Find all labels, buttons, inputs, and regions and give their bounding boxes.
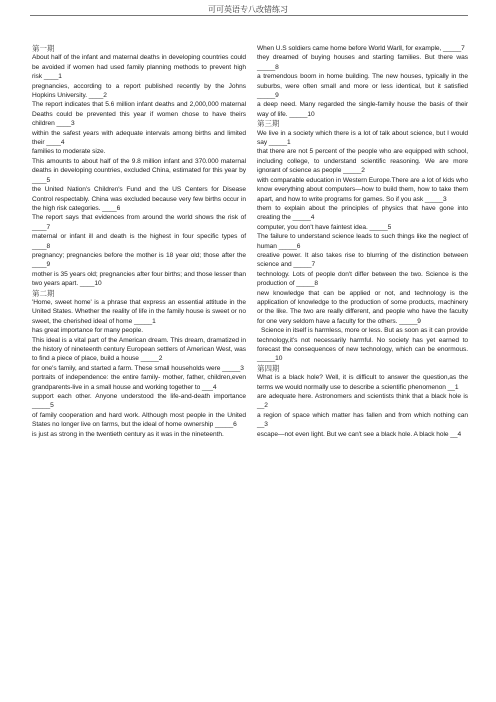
header-rule: [30, 15, 468, 16]
page-header: 可可英语专八改错练习: [208, 5, 288, 14]
text-line: maternal or infant ill and death is the highest in four specific types of ____8: [32, 233, 246, 250]
section-title-2: 第二期: [32, 288, 55, 298]
section-title-3: 第三期: [257, 119, 280, 129]
text-line: What is a black hole? Well, it is difficult to answer the question,as the terms we would normally use to describe a scientific phenomenon __1: [257, 374, 468, 391]
text-line: of family cooperation and hard work. Although most people in the United States no longer live on farms, but the ideal of home ownership _____6: [32, 411, 246, 429]
text-line: This amounts to about half of the 9.8 million infant and 370.000 maternal deaths in developing countries, excluded China, estimated for this year by ____5: [32, 157, 246, 184]
text-line: mother is 35 years old; pregnancies after four births; and those lesser than two years apart. ____10: [32, 270, 246, 288]
text-line: pregnancies, according to a report published recently by the Johns Hopkins University. ____2: [32, 82, 246, 100]
text-line: Science in itself is harmless, more or less. But as soon as it can provide technology,it's not necessarily harmful. No society has yet earned to forecast the consequences of new technology, which can be enormous. _____10: [257, 327, 468, 363]
text-line: are adequate here. Astronomers and scientists think that a black hole is __2: [257, 393, 468, 410]
text-line: has great importance for many people.: [32, 327, 144, 335]
text-line: portraits of independence: the entire family- mother, father, children,even grandparents-live in a small house and working together to ___4: [32, 374, 246, 391]
text-line: that there are not 5 percent of the people who are equipped with school, including college, to understand scientific reasoning. We are more ignorant of science as people _____2: [257, 148, 468, 175]
text-line: We live in a society which there is a lot of talk about science, but I would say _____1: [257, 129, 468, 147]
right-column: [257, 44, 468, 439]
text-line: When U.S soldiers came home before World WarⅡ, for example, _____7: [257, 45, 465, 52]
left-column: [32, 44, 246, 439]
text-line: for one's family, and started a farm. These small households were _____3: [32, 364, 244, 372]
text-line: About half of the infant and maternal deaths in developing countries could be avoided if women had used family planning methods to prevent high risk ____1: [32, 54, 246, 81]
text-line: escape—not even light. But we can't see a black hole. A black hole __4: [257, 430, 462, 438]
text-line: new knowledge that can be applied or not, and technology is the application of knowledge to the production of some products, machinery or the like. The two are really different, and people who have the faculty for one very seldom have a faculty for the others. _____9: [257, 289, 468, 325]
text-line: computer, you don't have faintest idea. _____5: [257, 223, 392, 231]
text-line: is just as strong in the twentieth century as it was in the nineteenth.: [32, 430, 224, 438]
text-line: This ideal is a vital part of the American dream. This dream, dramatized in the history of nineteenth century European settlers of American West, was to find a piece of place, build a house _____2: [32, 336, 246, 363]
text-line: pregnancy; pregnancies before the mother is 18 year old; those after the ____9: [32, 251, 246, 269]
text-line: them to explain about the principles of physics that have gone into creating the _____4: [257, 204, 468, 222]
text-line: The failure to understand science leads to such things like the neglect of human _____6: [257, 233, 468, 250]
text-line: creative power. It also takes rise to blurring of the distinction between science and _____7: [257, 251, 468, 269]
text-line: 'Home, sweet home' is a phrase that express an essential attitude in the United States. Whether the reality of life in the family house is sweet or no sweet, the cherished ideal of home _____1: [32, 298, 246, 325]
text-line: The report indicates that 5.6 million infant deaths and 2,000,000 maternal Deaths could be prevented this year if women chose to have theirs children ____3: [32, 101, 246, 128]
text-line: with comparable education in Western Europe.There are a lot of kids who know everything about computers—how to build them, how to take them apart, and how to write programs for games. So if you ask _____3: [257, 176, 468, 203]
section-title-1: 第一期: [32, 44, 55, 53]
text-line: technology. Lots of people don't differ between the two. Science is the production of _____8: [257, 270, 468, 288]
text-line: families to moderate size.: [32, 148, 106, 156]
text-line: a deep need. Many regarded the single-family house the basis of their way of life. _____10: [257, 101, 468, 118]
text-line: the United Nation's Children's Fund and the US Centers for Disease Control respectably. China was excluded because very few births occur in the high risk categories. ____6: [32, 186, 246, 212]
text-line: they dreamed of buying houses and starting families. But there was _____8: [257, 54, 468, 71]
text-line: within the safest years with adequate intervals among births and limited their ____4: [32, 129, 246, 147]
text-line: The report says that evidences from around the world shows the risk of ____7: [32, 214, 246, 231]
section-title-4: 第四期: [257, 363, 280, 373]
text-line: support each other. Anyone understood the life-and-death importance _____5: [32, 393, 246, 410]
text-line: a tremendous boom in home building. The new houses, typically in the suburbs, were often small and more or less identical, but it satisfied _____9: [257, 73, 468, 100]
text-line: a region of space which matter has fallen and from which nothing can __3: [257, 411, 468, 429]
